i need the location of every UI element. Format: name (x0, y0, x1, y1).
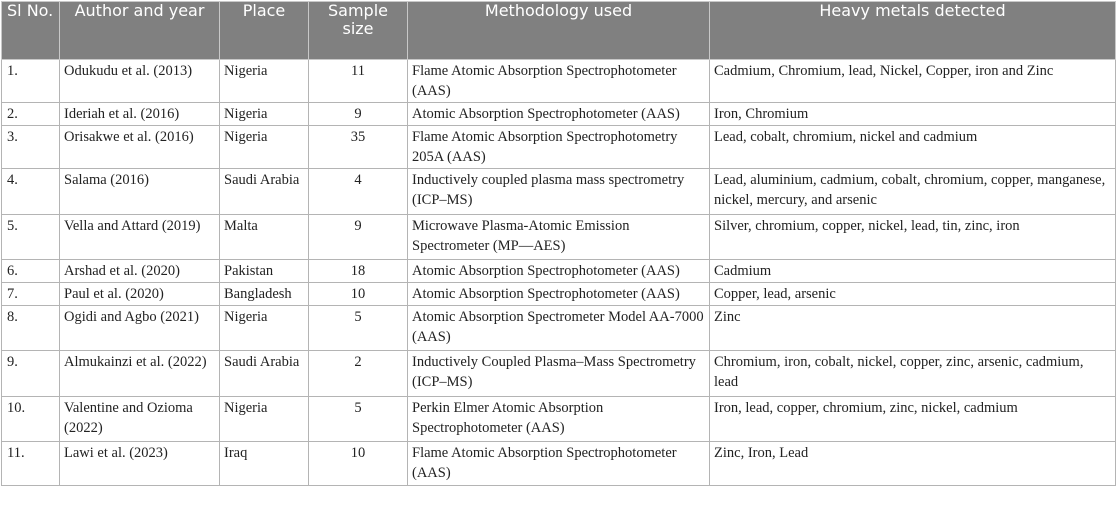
table-row (2, 169, 1116, 215)
table-row (2, 103, 1116, 126)
cell-author: Ogidi and Agbo (2021) (60, 306, 220, 351)
cell-sl-no: 2. (2, 103, 60, 126)
cell-place: Saudi Arabia (220, 351, 309, 397)
cell-methodology: Atomic Absorption Spectrophotometer (AAS) (408, 260, 710, 283)
cell-heavy-metals: Iron, lead, copper, chromium, zinc, nickel, cadmium (710, 397, 1116, 442)
cell-heavy-metals: Lead, cobalt, chromium, nickel and cadmium (710, 126, 1116, 169)
cell-sl-no: 8. (2, 306, 60, 351)
cell-methodology: Flame Atomic Absorption Spectrophotometer (AAS) (408, 60, 710, 103)
cell-place: Nigeria (220, 60, 309, 103)
table-header-row (2, 2, 1116, 60)
col-header-sample-size: Sample size (309, 2, 408, 60)
table-row (2, 351, 1116, 397)
cell-place: Iraq (220, 442, 309, 486)
cell-sample-size: 9 (309, 103, 408, 126)
cell-sl-no: 5. (2, 215, 60, 260)
cell-author: Salama (2016) (60, 169, 220, 215)
cell-author: Arshad et al. (2020) (60, 260, 220, 283)
table-row (2, 126, 1116, 169)
cell-methodology: Microwave Plasma-Atomic Emission Spectrometer (MP—AES) (408, 215, 710, 260)
cell-author: Vella and Attard (2019) (60, 215, 220, 260)
heavy-metals-table (1, 1, 1116, 486)
table-row (2, 306, 1116, 351)
cell-place: Bangladesh (220, 283, 309, 306)
cell-author: Paul et al. (2020) (60, 283, 220, 306)
cell-sample-size: 9 (309, 215, 408, 260)
cell-sl-no: 11. (2, 442, 60, 486)
table-row (2, 442, 1116, 486)
cell-heavy-metals: Chromium, iron, cobalt, nickel, copper, zinc, arsenic, cadmium, lead (710, 351, 1116, 397)
cell-place: Malta (220, 215, 309, 260)
cell-heavy-metals: Lead, aluminium, cadmium, cobalt, chromium, copper, manganese, nickel, mercury, and arsenic (710, 169, 1116, 215)
cell-methodology: Flame Atomic Absorption Spectrophotometer (AAS) (408, 442, 710, 486)
col-header-sl-no: Sl No. (2, 2, 60, 60)
cell-sample-size: 35 (309, 126, 408, 169)
cell-heavy-metals: Iron, Chromium (710, 103, 1116, 126)
cell-author: Lawi et al. (2023) (60, 442, 220, 486)
cell-heavy-metals: Zinc, Iron, Lead (710, 442, 1116, 486)
cell-place: Nigeria (220, 306, 309, 351)
cell-author: Odukudu et al. (2013) (60, 60, 220, 103)
cell-sl-no: 1. (2, 60, 60, 103)
cell-methodology: Inductively Coupled Plasma–Mass Spectrometry (ICP–MS) (408, 351, 710, 397)
cell-sample-size: 2 (309, 351, 408, 397)
col-header-place: Place (220, 2, 309, 60)
cell-sl-no: 4. (2, 169, 60, 215)
cell-heavy-metals: Copper, lead, arsenic (710, 283, 1116, 306)
cell-place: Saudi Arabia (220, 169, 309, 215)
cell-sample-size: 10 (309, 442, 408, 486)
cell-sl-no: 3. (2, 126, 60, 169)
cell-sample-size: 5 (309, 397, 408, 442)
cell-sample-size: 18 (309, 260, 408, 283)
cell-place: Nigeria (220, 126, 309, 169)
cell-methodology: Flame Atomic Absorption Spectrophotometry 205A (AAS) (408, 126, 710, 169)
cell-author: Almukainzi et al. (2022) (60, 351, 220, 397)
cell-methodology: Inductively coupled plasma mass spectrometry (ICP–MS) (408, 169, 710, 215)
cell-sl-no: 6. (2, 260, 60, 283)
col-header-author: Author and year (60, 2, 220, 60)
cell-sl-no: 7. (2, 283, 60, 306)
cell-place: Pakistan (220, 260, 309, 283)
cell-sl-no: 10. (2, 397, 60, 442)
cell-heavy-metals: Zinc (710, 306, 1116, 351)
cell-methodology: Perkin Elmer Atomic Absorption Spectrophotometer (AAS) (408, 397, 710, 442)
cell-place: Nigeria (220, 397, 309, 442)
cell-methodology: Atomic Absorption Spectrophotometer (AAS) (408, 283, 710, 306)
cell-author: Valentine and Ozioma (2022) (60, 397, 220, 442)
col-header-methodology: Methodology used (408, 2, 710, 60)
cell-heavy-metals: Cadmium, Chromium, lead, Nickel, Copper, iron and Zinc (710, 60, 1116, 103)
table-row (2, 397, 1116, 442)
table-row (2, 60, 1116, 103)
table-row (2, 215, 1116, 260)
cell-sample-size: 10 (309, 283, 408, 306)
table-row (2, 283, 1116, 306)
cell-place: Nigeria (220, 103, 309, 126)
cell-sl-no: 9. (2, 351, 60, 397)
table-row (2, 260, 1116, 283)
col-header-heavy-metals: Heavy metals detected (710, 2, 1116, 60)
cell-sample-size: 5 (309, 306, 408, 351)
cell-heavy-metals: Cadmium (710, 260, 1116, 283)
cell-sample-size: 11 (309, 60, 408, 103)
cell-methodology: Atomic Absorption Spectrophotometer (AAS) (408, 103, 710, 126)
cell-sample-size: 4 (309, 169, 408, 215)
cell-author: Orisakwe et al. (2016) (60, 126, 220, 169)
cell-author: Ideriah et al. (2016) (60, 103, 220, 126)
cell-methodology: Atomic Absorption Spectrometer Model AA-7000 (AAS) (408, 306, 710, 351)
cell-heavy-metals: Silver, chromium, copper, nickel, lead, tin, zinc, iron (710, 215, 1116, 260)
